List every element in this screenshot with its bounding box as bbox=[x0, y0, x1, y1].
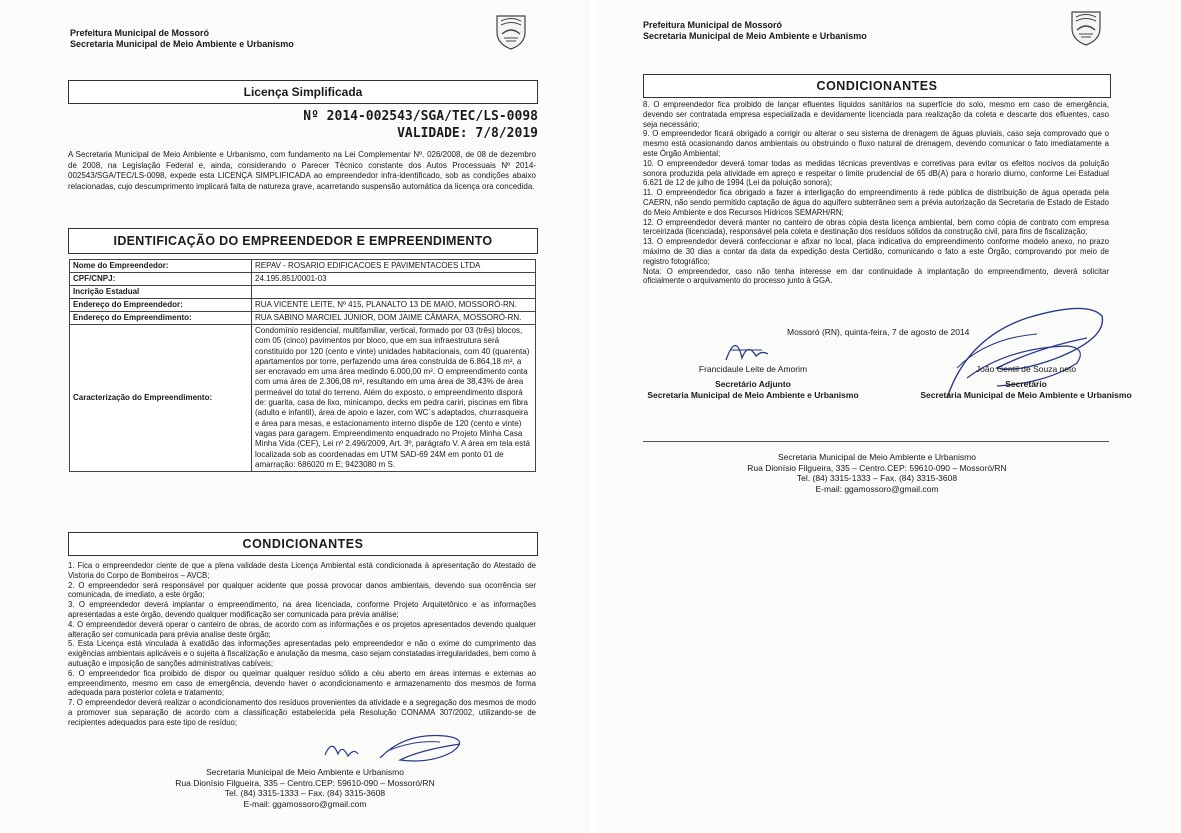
identification-heading-box bbox=[68, 228, 538, 254]
license-page-1 bbox=[0, 0, 590, 833]
condition-item: 11. O empreendedor fica obrigado a fazer a interligação do empreendimento à rede pública de distribuição de água operada pela CAERN, não sendo permitido captação de água do aquífero subterrâneo sem a prévia autorização da Secretaria de Estado de Estado do Meio Ambiente e dos Recursos Hídricos SEMARH/RN; bbox=[643, 188, 1109, 217]
signer-adjunct-name: Francidaule Leite de Amorim bbox=[698, 364, 808, 374]
license-preamble: A Secretaria Municipal de Meio Ambiente e Urbanismo, com fundamento na Lei Complementar Nº. 026/2008, de 08 de dezembro de 2008, na Legislação Federal e, ainda, considerando o Parecer Técnico constante dos Autos Processuais Nº 2014-002543/SGA/TEC/LS-0098, expede esta LICENÇA SIMPLIFICADA ao empreendedor infra-identificado, sob as condições abaixo relacionadas, cujo descumprimento implicará falta de natureza grave, acarretando suspensão automática da licença ora concedida. bbox=[68, 150, 536, 191]
footer-department: Secretaria Municipal de Meio Ambiente e Urbanismo bbox=[778, 452, 976, 462]
signer-adjunct-role: Secretário Adjunto bbox=[715, 379, 791, 389]
license-type: Licença Simplificada bbox=[243, 85, 363, 99]
signer-adjunct bbox=[643, 364, 863, 401]
condition-item: 7. O empreendedor deverá realizar o acondicionamento dos resíduos provenientes da atividade e a segregação dos mesmos de modo a promover sua separação de acordo com a classificação estabelecida pela Resolução CONAMA 307/2002, utilizando-se de recipientes adequados para este tipo de resíduo; bbox=[68, 698, 536, 727]
conditions-heading-box bbox=[643, 74, 1111, 98]
entrepreneur-name-value: REPAV - ROSARIO EDIFICACOES E PAVIMENTACOES LTDA bbox=[252, 260, 536, 273]
condition-item: 8. O empreendedor fica proibido de lançar efluentes líquidos sanitários na superfície do solo, mesmo em caso de emergência, devendo ser contratada empresa especializada e devidamente licenciada para realização da coleta e descarte dos efluentes, caso seja necessário; bbox=[643, 100, 1109, 129]
municipal-crest-icon bbox=[1069, 8, 1103, 46]
condition-item: 13. O empreendedor deverá confeccionar e afixar no local, placa indicativa do empreendimento conforme modelo anexo, no prazo máximo de 30 dias a contar da data da expedição desta Certidão, comunicando o fato a este Órgão, comprovando por meio de registro fotográfico; bbox=[643, 237, 1109, 266]
table-row bbox=[70, 260, 536, 273]
condition-item: 5. Esta Licença está vinculada à exatidão das informações apresentadas pelo empreendedor e não o exime do cumprimento das exigências ambientais aplicáveis e o sujeita à fiscalização e anulação da mesma, caso sejam constatadas irregularidades, bem como à autuação e imposição de sanções administrativas cabíveis; bbox=[68, 639, 536, 668]
identification-title: IDENTIFICAÇÃO DO EMPREENDEDOR E EMPREENDIMENTO bbox=[113, 234, 493, 248]
state-registration-value bbox=[252, 286, 536, 299]
condition-note: Nota: O empreendedor, caso não tenha interesse em dar continuidade à implantação do empreendimento, deverá solicitar oficialmente o arquivamento do processo junto à GGA. bbox=[643, 266, 1109, 286]
conditions-heading-box bbox=[68, 532, 538, 556]
signer-adjunct-org: Secretaria Municipal de Meio Ambiente e Urbanismo bbox=[647, 390, 859, 400]
footer-phone: Tel. (84) 3315-1333 – Fax. (84) 3315-3608 bbox=[224, 788, 386, 798]
conditions-list bbox=[68, 561, 536, 728]
table-row bbox=[70, 273, 536, 286]
signer-secretary-name: João Gentil de Souza neto bbox=[975, 364, 1077, 374]
project-description-label: Caracterização do Empreendimento: bbox=[70, 325, 252, 472]
condition-item: 6. O empreendedor fica proibido de dispor ou queimar qualquer resíduo sólido a céu aberto em áreas internas e externas ao empreendimento, mesmo em caso de emergência, devendo haver o acondicionamento e armazenamento dos mesmos de forma adequada para posterior coleta e tratamento; bbox=[68, 668, 536, 698]
department-name: Secretaria Municipal de Meio Ambiente e Urbanismo bbox=[70, 39, 294, 49]
municipal-crest-icon bbox=[494, 12, 528, 50]
identification-table bbox=[69, 259, 536, 472]
project-address-label: Endereço do Empreendimento: bbox=[70, 312, 252, 325]
condition-item: 3. O empreendedor deverá implantar o empreendimento, na área licenciada, conforme Projeto Arquitetônico e as informações apresentadas a este órgão, devendo qualquer modificação ser comunicada para prévia análise; bbox=[68, 600, 536, 619]
footer-address: Rua Dionísio Filgueira, 335 – Centro.CEP: 59610-090 – Mossoró/RN bbox=[747, 462, 1007, 473]
signer-secretary-role: Secretário bbox=[1005, 379, 1047, 389]
footer-divider bbox=[643, 441, 1109, 442]
condition-item: 4. O empreendedor deverá operar o canteiro de obras, de acordo com as informações e os projetos apresentados devendo qualquer alteração ser comunicada para prévia analise deste órgão; bbox=[68, 619, 536, 639]
page-footer bbox=[687, 452, 1067, 494]
state-registration-label: Incrição Estadual bbox=[70, 286, 252, 299]
conditions-list-continued bbox=[643, 100, 1109, 286]
license-page-2 bbox=[597, 0, 1181, 833]
license-number: Nº 2014-002543/SGA/TEC/LS-0098 bbox=[303, 109, 538, 124]
conditions-title: CONDICIONANTES bbox=[816, 79, 938, 93]
place-and-date: Mossoró (RN), quinta-feira, 7 de agosto de 2014 bbox=[787, 327, 970, 337]
table-row bbox=[70, 312, 536, 325]
table-row bbox=[70, 299, 536, 312]
project-description-value: Condomínio residencial, multifamiliar, vertical, formado por 03 (três) blocos, com 05 (cinco) pavimentos por bloco, que em sua infraestrutura será constituído por 120 (cento e vinte) unidades habitacionais, com 40 (quarenta) apartamentos por torre, perfazendo uma área construída de 6.864,18 m², a ser encravado em uma área medindo 6.000,00 m². O empreendimento conta com uma área de 2.306,08 m², resultando em uma área de 38,43% de área permeável do total do terreno. Além do exposto, o empreendimento disporá de: guarita, casa de lixo, minicampo, decks em pedra cariri, piscinas em fibra (adulto e infantil), área de apoio e lazer, com WC´s adaptados, churrasqueira e área para mesas, e estacionamento interno dispõe de 120 (cento e vinte) vagas para garagem. Empreendimento enquadrado no Projeto Minha Casa Minha Vida (CEF), Lei nº 2.496/2009, Art. 3º, parágrafo V. A área em tela está localizada sob as coordenadas em UTM SAD-69 24M em ponto 01 de amarração: 686020 m E; 9423080 m S. bbox=[252, 325, 536, 472]
cnpj-value: 24.195.851/0001-03 bbox=[252, 273, 536, 286]
org-name: Prefeitura Municipal de Mossoró bbox=[70, 28, 210, 38]
signer-secretary bbox=[915, 364, 1137, 401]
license-validity: VALIDADE: 7/8/2019 bbox=[397, 126, 538, 141]
entrepreneur-address-value: RUA VICENTE LEITE, Nº 415, PLANALTO 13 DE MAIO, MOSSORÓ-RN. bbox=[252, 299, 536, 312]
license-ids bbox=[303, 108, 538, 142]
page-header bbox=[643, 20, 867, 42]
signer-secretary-org: Secretaria Municipal de Meio Ambiente e Urbanismo bbox=[920, 390, 1132, 400]
page-header bbox=[70, 28, 294, 50]
table-row bbox=[70, 325, 536, 472]
condition-item: 1. Fica o empreendedor ciente de que a plena validade desta Licença Ambiental está condicionada à apresentação do Atestado de Vistoria do Corpo de Bombeiros – AVCB; bbox=[68, 561, 536, 580]
entrepreneur-name-label: Nome do Empreendedor: bbox=[70, 260, 252, 273]
footer-address: Rua Dionísio Filgueira, 335 – Centro.CEP: 59610-090 – Mossoró/RN bbox=[175, 777, 435, 788]
table-row bbox=[70, 286, 536, 299]
cnpj-label: CPF/CNPJ: bbox=[70, 273, 252, 286]
footer-phone: Tel. (84) 3315-1333 – Fax. (84) 3315-3608 bbox=[796, 473, 958, 483]
condition-item: 9. O empreendedor ficará obrigado a corrigir ou alterar o seu sistema de drenagem de águas pluviais, caso seja comprovado que o mesmo está ocasionando danos ambientais ou obstruindo o fluxo natural de drenagem, devendo comunicar o fato imediatamente a este Órgão Ambiental; bbox=[643, 129, 1109, 158]
entrepreneur-address-label: Endereço do Empreendedor: bbox=[70, 299, 252, 312]
conditions-title: CONDICIONANTES bbox=[242, 537, 364, 551]
org-name: Prefeitura Municipal de Mossoró bbox=[643, 20, 783, 30]
department-name: Secretaria Municipal de Meio Ambiente e Urbanismo bbox=[643, 31, 867, 41]
condition-item: 12. O empreendedor deverá manter no canteiro de obras cópia desta licença ambiental, bem como cópia de contrato com empresa terceirizada (licenciada), responsável pela coleta e destinação dos resíduos sólidos da construção civil, para fins de fiscalização; bbox=[643, 217, 1109, 237]
page-footer bbox=[120, 767, 490, 809]
condition-item: 10. O empreendedor deverá tomar todas as medidas técnicas preventivas e corretivas para evitar os efeitos nocivos da poluição sonora produzida pela atividade em apreço e respeitar o limite prudencial de 65 dB(A) para o horario diurno, conforme Lei Estadual 6.621 de 12 de julho de 1994 (Lei da poluição sonora); bbox=[643, 158, 1109, 188]
footer-email: E-mail: ggamossoro@gmail.com bbox=[815, 483, 939, 494]
license-type-box bbox=[68, 80, 538, 104]
footer-department: Secretaria Municipal de Meio Ambiente e Urbanismo bbox=[206, 767, 404, 777]
signature-adjunct bbox=[722, 330, 772, 366]
condition-item: 2. O empreendedor será responsável por qualquer acidente que possa provocar danos ambientais, devendo sua ocorrência ser comunicada, de imediato, a este órgão; bbox=[68, 580, 536, 600]
project-address-value: RUA SABINO MARCIEL JÚNIOR, DOM JAIME CÂMARA, MOSSORÓ-RN. bbox=[252, 312, 536, 325]
footer-email: E-mail: ggamossoro@gmail.com bbox=[243, 798, 367, 809]
initials-signature bbox=[320, 730, 480, 770]
